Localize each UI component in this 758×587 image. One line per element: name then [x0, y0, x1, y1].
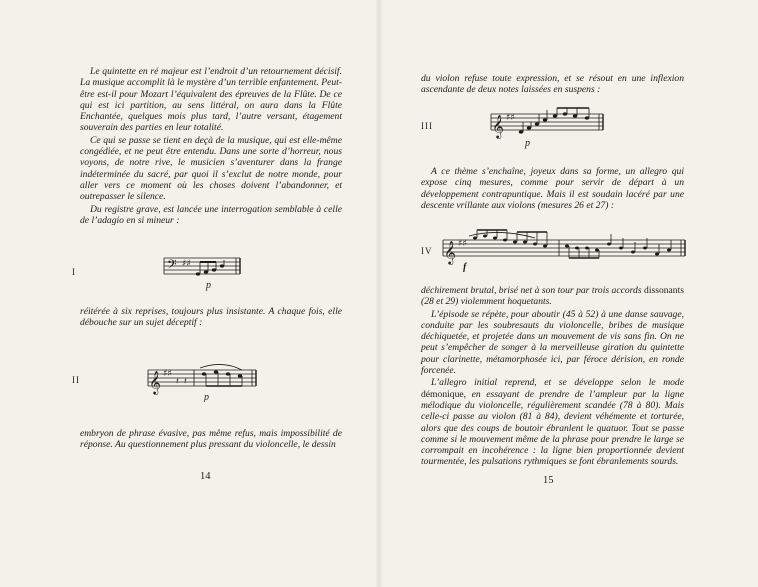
right-paragraph-2-upright: dissonants: [644, 285, 684, 296]
example-3-label: III: [421, 121, 433, 131]
right-paragraph-4-end: en essayant de prendre de l’ampleur par la ligne mélodique du violoncelle, régulièrement scandée (78 à 80). Mais celle-ci passe au violon (81 à 84), devient véhémente et torturée, alors que des coups de boutoir ébranlent le quatuor. Tout se passe comme si le mouvement même de la phrase pour prendre le large se corrompait en incohérence : la ligne bien proportionnée devient tourmentée, les pulsations rythmiques se font ébranlements sourds.: [421, 388, 684, 468]
right-top-text: [421, 73, 684, 97]
left-text-block: [80, 66, 342, 227]
right-page: [379, 0, 758, 587]
page-number-left: 14: [200, 471, 211, 482]
music-example-1: [160, 252, 242, 292]
svg-text:♯♯: ♯♯: [163, 369, 172, 379]
music-example-4: [439, 228, 689, 272]
left-paragraph-1: Le quintette en ré majeur est l’endroit d’un retournement décisif. La musique accomplit là le mystère d’un terrible enfantement. Peut-être est-il pour Mozart l’équivalent des épreuves de la Flûte. De ce qui est ici partition, au sens littéral, on aura dans la Flûte Enchantée, quelques mois plus tard, l’autre versant, étagement souverain des parties en leur totalité.: [80, 66, 342, 134]
right-paragraph-4-start: L’allegro initial reprend, et se développe selon le mode: [431, 377, 684, 389]
example-4-label: IV: [421, 246, 433, 256]
left-middle-paragraph: réitérée à six reprises, toujours plus insistante. A chaque fois, elle débouche sur un sujet déceptif :: [80, 306, 342, 329]
svg-text:𝄢: 𝄢: [167, 257, 177, 275]
example-1-label: I: [72, 267, 76, 277]
example-1-dynamic: p: [206, 280, 211, 291]
page-number-right: 15: [543, 475, 554, 486]
example-2-dynamic: p: [204, 392, 209, 402]
right-paragraph-3: L’épisode se répète, pour aboutir (45 à 52) à une danse sauvage, conduite par les soubresauts du violoncelle, bribes de musique déchiquetée, et projetée dans un mouvement de vis sans fin. On ne peut s’empêcher de songer à la merveilleuse giration du quintette pour clarinette, métamorphosée ici, par féroce dérision, en ronde forcenée.: [421, 308, 684, 377]
right-top-paragraph: du violon refuse toute expression, et se résout en une inflexion ascendante de deux notes laissées en suspens :: [421, 73, 684, 96]
right-middle-text: [421, 166, 684, 212]
right-paragraph-1: A ce thème s’enchaîne, joyeux dans sa forme, un allegro qui expose cinq mesures, comme pour servir de départ à un développement contrapuntique. Mais il est soudain lacéré par une descente vrillante aux violons (mesures 26 et 27) :: [421, 166, 684, 211]
left-paragraph-3: Du registre grave, est lancée une interrogation semblable à celle de l’adagio en si mineur :: [80, 203, 342, 226]
svg-text:♯♯: ♯♯: [458, 239, 467, 249]
right-paragraph-4: [421, 377, 684, 467]
svg-text:𝄽: 𝄽: [176, 377, 179, 387]
right-paragraph-2: [421, 285, 684, 308]
left-middle-text: [80, 306, 342, 330]
right-paragraph-4-upright: démonique,: [421, 388, 467, 400]
right-paragraph-2-start: déchirement brutal, brisé net à son tour par trois accords: [421, 285, 642, 296]
right-bottom-text: [421, 285, 684, 469]
svg-text:♯♯: ♯♯: [506, 113, 515, 123]
svg-text:𝄞: 𝄞: [149, 370, 161, 394]
left-paragraph-2: Ce qui se passe se tient en deçà de la musique, qui est elle-même congédiée, et ne peut être entendu. Dans une sorte d’horreur, nous voyons, de notre rive, le musicien s’aventurer dans la frange indéterminée du sacré, par quoi il s’exclut de notre monde, pour aller vers ce moment où les choses doivent l’abandonner, et outrepasser le silence.: [80, 134, 342, 203]
svg-text:𝄞: 𝄞: [492, 114, 504, 138]
svg-text:𝄽: 𝄽: [184, 377, 187, 387]
example-3-dynamic: p: [525, 138, 530, 149]
right-paragraph-2-end: (28 et 29) violemment hoquetants.: [421, 296, 552, 308]
example-2-label: II: [72, 375, 80, 385]
left-bottom-text: [80, 428, 342, 452]
svg-text:♯♯: ♯♯: [182, 259, 191, 269]
svg-text:𝄞: 𝄞: [444, 240, 456, 264]
example-4-dynamic: f: [463, 262, 467, 272]
music-example-2: [144, 362, 260, 402]
music-example-3: [487, 106, 607, 150]
left-bottom-paragraph: embryon de phrase évasive, pas même refus, mais impossibilité de réponse. Au questionnement plus pressant du violoncelle, le dessin: [80, 428, 342, 451]
